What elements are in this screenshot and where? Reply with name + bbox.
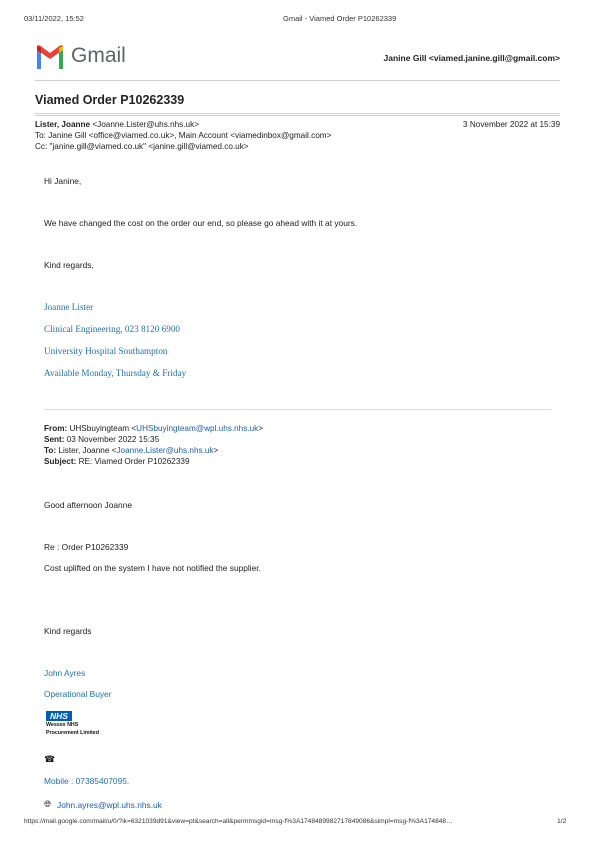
page-number: 1/2 xyxy=(557,818,567,825)
message-closing: Kind regards, xyxy=(44,260,94,270)
quoted-signature-name: John Ayres xyxy=(44,668,86,678)
signature-line: Clinical Engineering, 023 8120 6900 xyxy=(44,324,181,334)
quoted-subject-value: RE: Viamed Order P10262339 xyxy=(78,457,190,466)
quoted-to-email-link[interactable]: Joanne.Lister@uhs.nhs.uk xyxy=(116,446,214,455)
quoted-sent-value: 03 November 2022 15:35 xyxy=(66,435,160,444)
signature-line: Joanne Lister xyxy=(44,302,94,312)
nhs-logo: NHS xyxy=(46,711,72,721)
quoted-body: Cost uplifted on the system I have not notified the supplier. xyxy=(44,563,261,573)
message-sender xyxy=(35,120,199,129)
quoted-closing: Kind regards xyxy=(44,626,92,636)
quoted-to-end: > xyxy=(213,446,219,455)
print-title: Gmail - Viamed Order P10262339 xyxy=(283,14,397,23)
signature-line: University Hospital Southampton xyxy=(44,346,168,356)
quoted-to-label: To: xyxy=(44,446,57,455)
account-identity: Janine Gill <viamed.janine.gill@gmail.com> xyxy=(383,53,560,63)
message-recipients: To: Janine Gill <office@viamed.co.uk>, Main Account <viamedinbox@gmail.com> xyxy=(35,131,332,140)
nhs-org-line: Procurement Limited xyxy=(46,730,99,736)
quoted-from-email-link[interactable]: UHSbuyingteam@wpl.uhs.nhs.uk xyxy=(136,424,259,433)
gmail-logo-text: Gmail xyxy=(71,44,126,67)
quoted-to xyxy=(44,446,218,455)
gmail-logo-icon xyxy=(35,45,65,69)
message-greeting: Hi Janine, xyxy=(44,176,82,186)
quoted-mobile: Mobile : 07385407095. xyxy=(44,776,130,786)
print-datetime: 03/11/2022, 15:52 xyxy=(24,14,84,23)
quoted-to-value: Lister, Joanne < xyxy=(58,446,117,455)
divider xyxy=(35,113,560,114)
quoted-sent-label: Sent: xyxy=(44,435,65,444)
quoted-from xyxy=(44,424,263,433)
message-cc: Cc: "janine.gill@viamed.co.uk" <janine.gill@viamed.co.uk> xyxy=(35,142,249,151)
quoted-subject-label: Subject: xyxy=(44,457,77,466)
divider xyxy=(35,115,560,116)
quoted-from-value: UHSbuyingteam < xyxy=(69,424,137,433)
quote-divider xyxy=(44,409,551,410)
thread-subject: Viamed Order P10262339 xyxy=(35,93,185,107)
quoted-subject xyxy=(44,457,190,466)
nhs-org-line: Wessex NHS xyxy=(46,722,79,728)
quoted-from-label: From: xyxy=(44,424,68,433)
signature-line: Available Monday, Thursday & Friday xyxy=(44,368,187,378)
quoted-email-link[interactable]: John.ayres@wpl.uhs.nhs.uk xyxy=(57,800,162,810)
quoted-reference: Re : Order P10262339 xyxy=(44,542,129,552)
message-date: 3 November 2022 at 15:39 xyxy=(463,120,560,129)
print-url: https://mail.google.com/mail/u/0/?ik=6321039d91&view=pt&search=all&permmsgid=msg-f%3A1748489982717849086&simpl=msg-f%3A174848… xyxy=(24,818,453,825)
globe-icon: 🌐︎ xyxy=(44,799,52,809)
quoted-from-end: > xyxy=(258,424,264,433)
quoted-sent xyxy=(44,435,159,444)
sender-name: Lister, Joanne xyxy=(35,120,91,129)
quoted-greeting: Good afternoon Joanne xyxy=(44,500,133,510)
message-body: We have changed the cost on the order our end, so please go ahead with it at yours. xyxy=(44,218,358,228)
quoted-signature-title: Operational Buyer xyxy=(44,689,112,699)
divider xyxy=(35,80,560,81)
sender-email: <Joanne.Lister@uhs.nhs.uk> xyxy=(92,120,199,129)
phone-icon: ☎ xyxy=(44,754,56,764)
